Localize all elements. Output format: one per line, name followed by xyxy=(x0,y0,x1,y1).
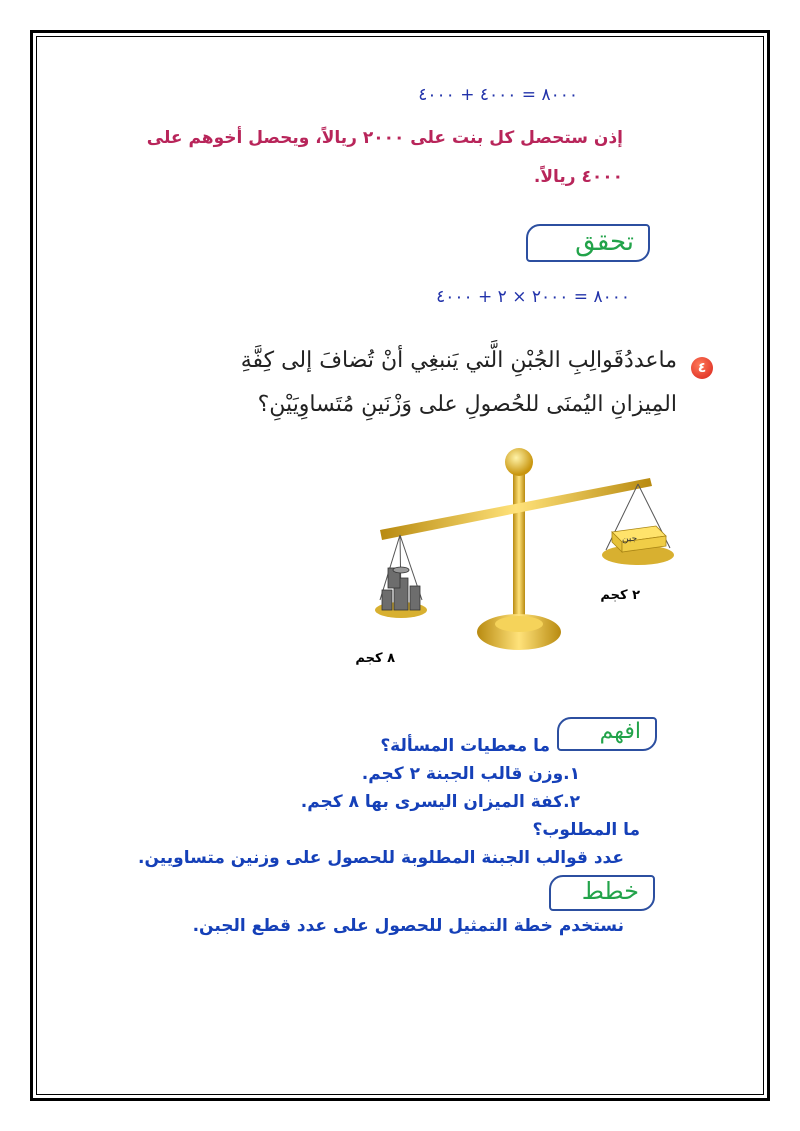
answer-line-1: إذن ستحصل كل بنت على ٢٠٠٠ ريالاً، ويحصل أخوهم على xyxy=(146,128,623,148)
balance-scale-figure xyxy=(360,440,680,680)
check-tab-label: تحقق xyxy=(575,227,634,257)
plan-text: نستخدم خطة التمثيل للحصول على عدد قطع الجبن. xyxy=(192,916,624,936)
plan-tab-label: خطط xyxy=(581,877,639,905)
check-tab xyxy=(526,224,650,262)
given-item-2: ٢.كفة الميزان اليسرى بها ٨ كجم. xyxy=(300,792,580,812)
question-line-2: المِيزانِ اليُمنَى للحُصولِ على وَزْنَينِ مُتَساوِيَيْنِ؟ xyxy=(257,392,677,417)
question-number-badge: ٤ xyxy=(691,357,713,379)
cheese-label: جبن xyxy=(622,534,638,544)
given-prompt: ما معطيات المسألة؟ xyxy=(380,736,550,756)
plan-tab xyxy=(549,875,655,911)
answer-line-2: ٤٠٠٠ ريالاً. xyxy=(533,167,623,187)
equation-check: ٨٠٠٠ = ٢٠٠٠ × ٢ + ٤٠٠٠ xyxy=(436,287,630,307)
question-line-1: ماعددُقَوالِبِ الجُبْنِ الَّتي يَنبغِي أنْ تُضافَ إلى كِفَّةِ xyxy=(240,348,677,373)
understand-tab xyxy=(557,717,657,751)
required-answer: عدد قوالب الجبنة المطلوبة للحصول على وزنين متساويين. xyxy=(138,848,624,868)
required-question: ما المطلوب؟ xyxy=(532,820,640,840)
right-pan-weight-label: ٢ كجم xyxy=(600,588,640,603)
equation-sum: ٨٠٠٠ = ٤٠٠٠ + ٤٠٠٠ xyxy=(418,85,578,105)
understand-tab-label: افهم xyxy=(599,719,641,744)
left-pan-weight-label: ٨ كجم xyxy=(355,651,395,666)
given-item-1: ١.وزن قالب الجبنة ٢ كجم. xyxy=(361,764,580,784)
